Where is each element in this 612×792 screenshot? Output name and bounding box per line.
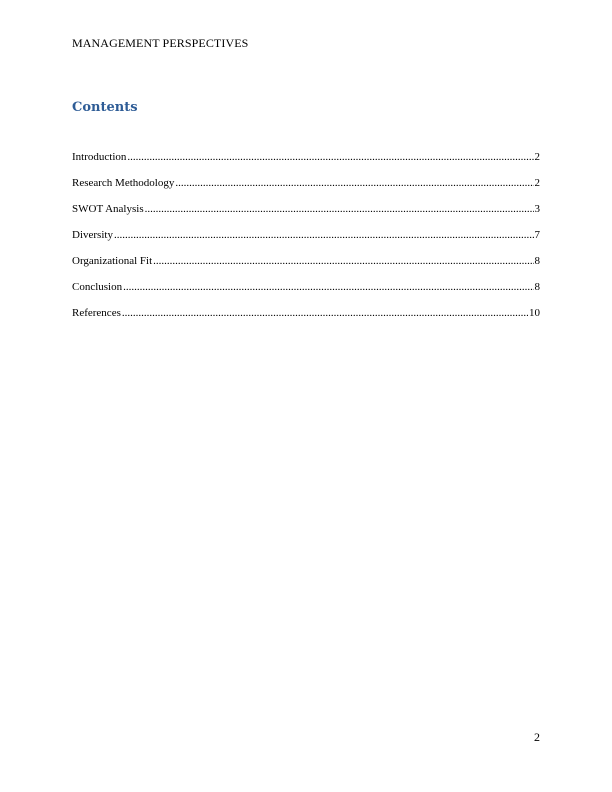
- toc-entry-title: References: [72, 307, 121, 319]
- page-number: 2: [534, 730, 540, 744]
- toc-dot-leader: [114, 228, 534, 242]
- toc-entry-references[interactable]: [72, 306, 540, 332]
- toc-dot-leader: [145, 202, 534, 216]
- toc-entry-title: Introduction: [72, 151, 127, 163]
- toc-entry-title: Diversity: [72, 229, 113, 241]
- toc-dot-leader: [175, 176, 533, 190]
- toc-dot-leader: [127, 150, 533, 164]
- toc-entry-page: 3: [534, 203, 540, 215]
- toc-entry-organizational-fit[interactable]: [72, 254, 540, 280]
- toc-entry-introduction[interactable]: [72, 150, 540, 176]
- toc-entry-page: 8: [534, 281, 540, 293]
- toc-heading: Contents: [72, 100, 138, 115]
- toc-entry-page: 10: [529, 307, 540, 319]
- toc-entry-research-methodology[interactable]: [72, 176, 540, 202]
- toc-entry-conclusion[interactable]: [72, 280, 540, 306]
- toc-entry-page: 2: [534, 177, 540, 189]
- toc-entry-page: 7: [534, 229, 540, 241]
- toc-entry-swot-analysis[interactable]: [72, 202, 540, 228]
- toc-dot-leader: [153, 254, 533, 268]
- toc-entry-title: SWOT Analysis: [72, 203, 144, 215]
- toc-entry-page: 2: [534, 151, 540, 163]
- table-of-contents: [72, 150, 540, 332]
- running-header: MANAGEMENT PERSPECTIVES: [72, 36, 249, 50]
- toc-entry-title: Research Methodology: [72, 177, 175, 189]
- toc-entry-page: 8: [534, 255, 540, 267]
- toc-entry-title: Conclusion: [72, 281, 123, 293]
- toc-entry-title: Organizational Fit: [72, 255, 153, 267]
- toc-dot-leader: [123, 280, 533, 294]
- toc-entry-diversity[interactable]: [72, 228, 540, 254]
- toc-dot-leader: [122, 306, 528, 320]
